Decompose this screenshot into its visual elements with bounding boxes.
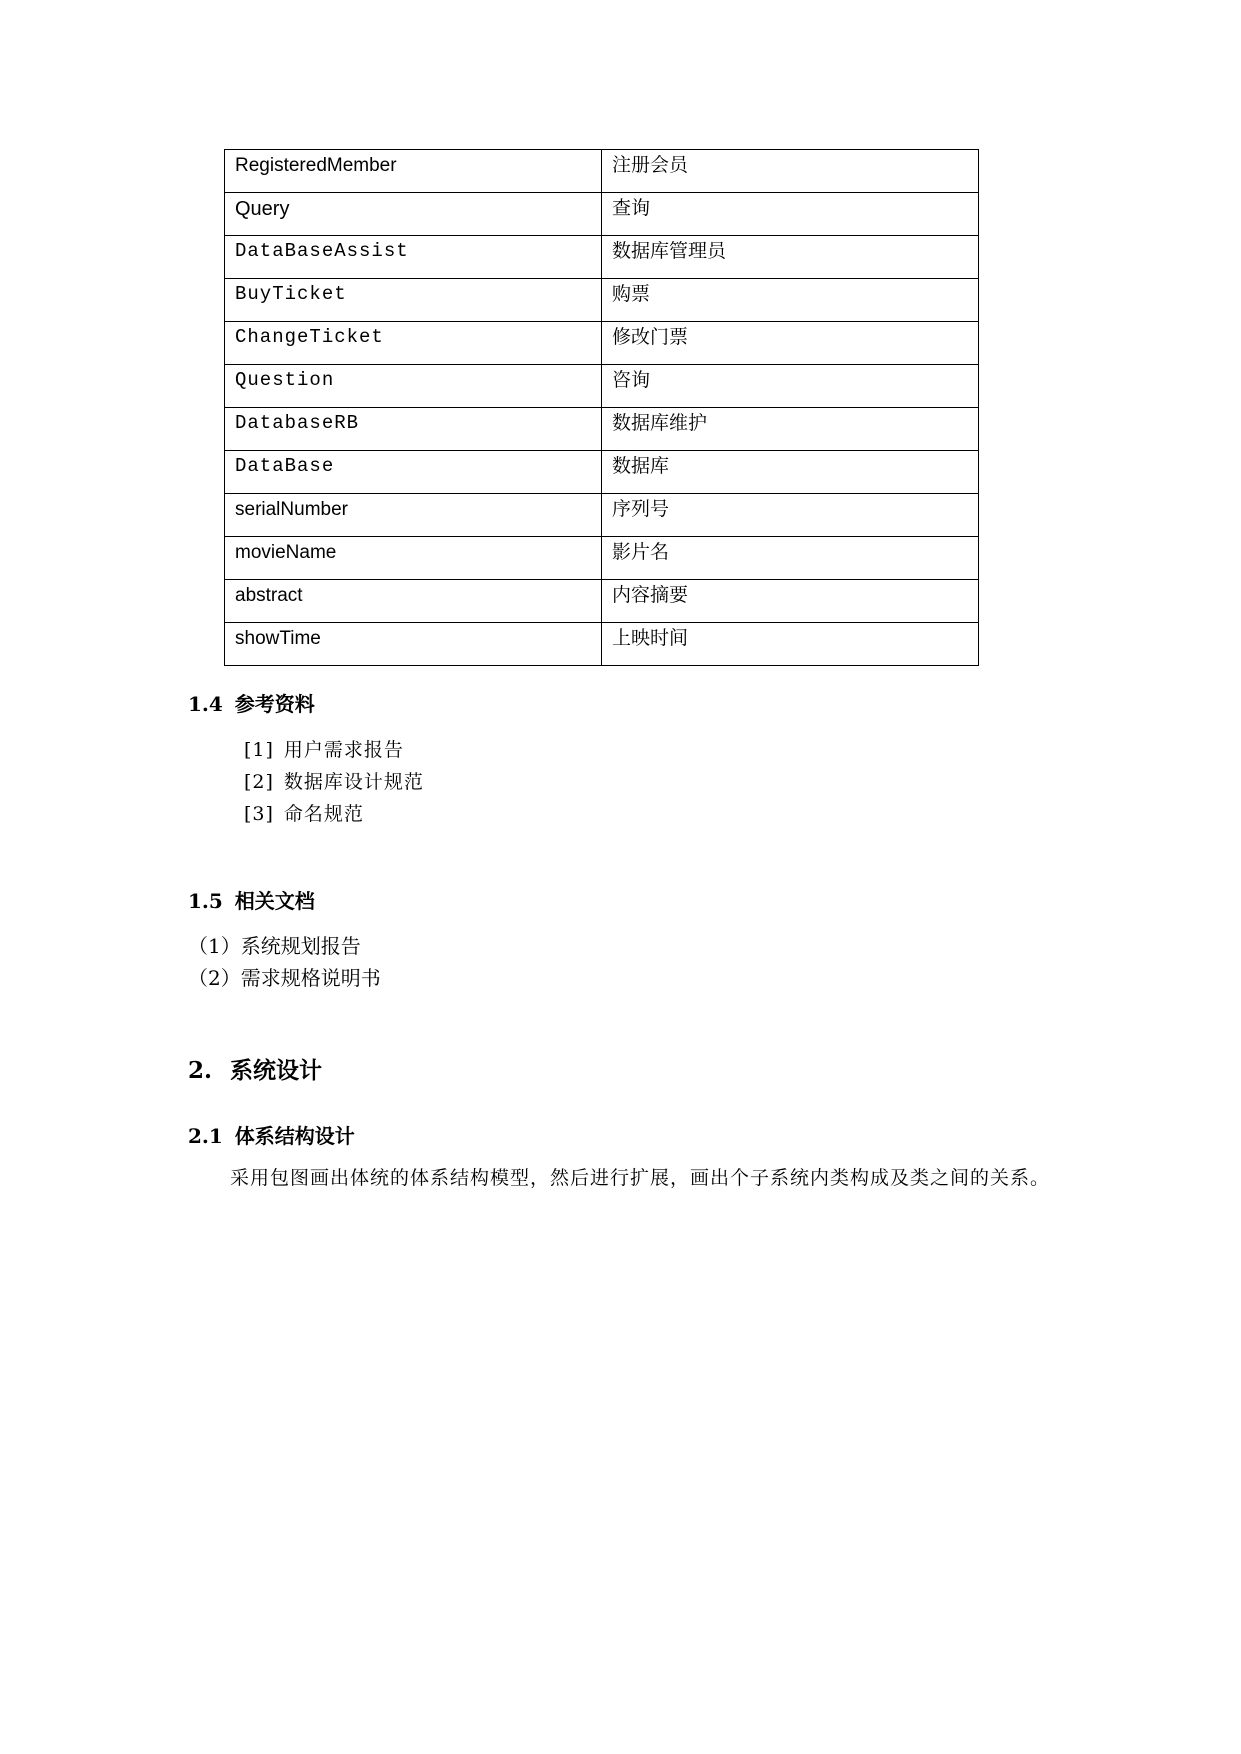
glossary-term-cell [225,580,602,623]
glossary-row [225,365,979,408]
glossary-term: abstract [235,585,303,606]
reference-text: 用户需求报告 [283,739,404,761]
glossary-term-cell [225,494,602,537]
glossary-meaning-cell [602,408,979,451]
glossary-meaning: 序列号 [612,498,670,520]
related-documents-list [188,930,381,994]
glossary-row [225,193,979,236]
section-1-5-number: 1.5 [188,889,223,913]
glossary-table-body [225,150,979,666]
section-2-heading [188,1052,322,1085]
glossary-row [225,537,979,580]
glossary-meaning-cell [602,150,979,193]
section-2-1-number: 2.1 [188,1124,223,1148]
glossary-meaning: 上映时间 [612,627,689,649]
glossary-term-cell [225,365,602,408]
glossary-term: serialNumber [235,499,348,520]
reference-index: [3] [244,803,274,825]
related-document-item: （1）系统规划报告 [188,934,361,958]
section-1-4-title: 参考资料 [234,692,315,716]
reference-index: [1] [244,739,274,761]
glossary-row [225,623,979,666]
reference-item [244,766,424,798]
glossary-term-cell [225,537,602,580]
glossary-term: DatabaseRB [235,412,360,434]
glossary-meaning: 数据库维护 [612,412,708,434]
reference-item [244,734,424,766]
glossary-term-cell [225,150,602,193]
glossary-meaning: 内容摘要 [612,584,689,606]
glossary-row [225,322,979,365]
glossary-meaning: 影片名 [612,541,670,563]
glossary-row [225,150,979,193]
glossary-table [224,149,979,666]
glossary-term: showTime [235,628,321,649]
glossary-term: ChangeTicket [235,326,384,348]
glossary-meaning-cell [602,580,979,623]
glossary-meaning: 注册会员 [612,154,689,176]
glossary-meaning-cell [602,537,979,580]
glossary-row [225,451,979,494]
section-2-1-title: 体系结构设计 [234,1124,355,1148]
glossary-meaning-cell [602,236,979,279]
glossary-meaning: 修改门票 [612,326,689,348]
glossary-term: DataBase [235,455,335,477]
glossary-meaning: 咨询 [612,369,651,391]
glossary-term: BuyTicket [235,283,347,305]
section-1-5-heading [188,885,315,914]
glossary-meaning-cell [602,451,979,494]
glossary-meaning: 数据库管理员 [612,240,727,262]
glossary-meaning: 查询 [612,197,651,219]
section-2-1-paragraph: 采用包图画出体统的体系结构模型，然后进行扩展，画出个子系统内类构成及类之间的关系。 [230,1167,1051,1189]
glossary-row [225,408,979,451]
reference-list [244,734,424,830]
section-1-5-title: 相关文档 [234,889,315,913]
glossary-term: Query [235,198,290,220]
glossary-row [225,236,979,279]
reference-index: [2] [244,771,274,793]
section-2-number: 2. [188,1057,213,1084]
glossary-meaning: 购票 [612,283,651,305]
glossary-meaning-cell [602,279,979,322]
glossary-term-cell [225,408,602,451]
glossary-term-cell [225,623,602,666]
reference-text: 命名规范 [283,803,364,825]
glossary-term-cell [225,322,602,365]
glossary-meaning-cell [602,494,979,537]
section-1-4-number: 1.4 [188,692,223,716]
glossary-meaning-cell [602,193,979,236]
glossary-term: Question [235,369,335,391]
glossary-term-cell [225,193,602,236]
glossary-meaning-cell [602,322,979,365]
related-document-item: （2）需求规格说明书 [188,966,381,990]
glossary-term: movieName [235,542,337,563]
glossary-term: RegisteredMember [235,155,397,176]
glossary-meaning: 数据库 [612,455,670,477]
section-2-title: 系统设计 [230,1057,323,1084]
section-1-4-heading [188,688,315,717]
glossary-term-cell [225,279,602,322]
glossary-row [225,580,979,623]
reference-text: 数据库设计规范 [283,771,424,793]
glossary-meaning-cell [602,365,979,408]
glossary-term-cell [225,451,602,494]
section-2-1-heading [188,1120,355,1149]
reference-item [244,798,424,830]
glossary-term: DataBaseAssist [235,240,409,262]
glossary-term-cell [225,236,602,279]
glossary-row [225,494,979,537]
glossary-row [225,279,979,322]
glossary-meaning-cell [602,623,979,666]
